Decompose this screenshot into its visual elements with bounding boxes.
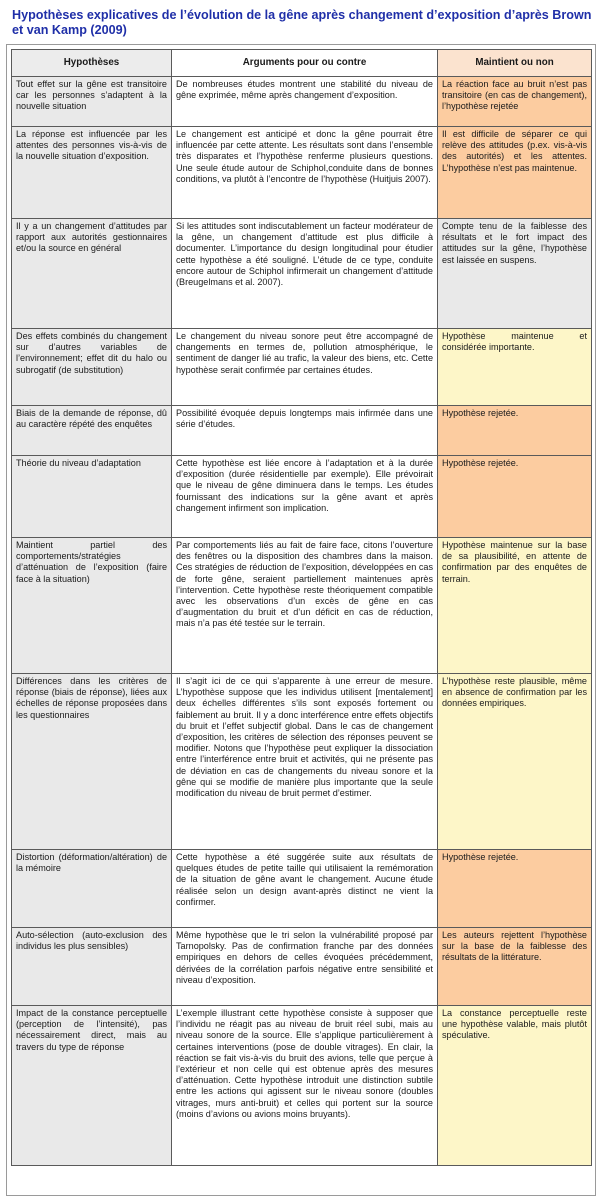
hypothesis-cell: Théorie du niveau d’adaptation [12, 456, 172, 538]
table-row [12, 77, 592, 127]
table-row [12, 127, 592, 219]
table-row [12, 1006, 592, 1166]
header-hypotheses: Hypothèses [12, 50, 172, 77]
table-header-row [12, 50, 592, 77]
status-cell: La constance perceptuelle reste une hypothèse valable, mais plutôt spéculative. [438, 1006, 592, 1166]
arguments-cell: Cette hypothèse a été suggérée suite aux résultats de quelques études de petite taille qui utilisaient la remémoration de la situation de gêne avant le changement. Aucune étude réalisée selon un design avant-après distinct ne vient la confirmer. [172, 850, 438, 928]
hypothesis-cell: Impact de la constance perceptuelle (perception de l’intensité), pas nécessairement direct, mais au travers du type de réponse [12, 1006, 172, 1166]
status-cell: Hypothèse rejetée. [438, 406, 592, 456]
arguments-cell: Cette hypothèse est liée encore à l’adaptation et à la durée d’exposition (durée résidentielle par exemple). Elle prévoirait que le niveau de gêne diminuera dans le temps. Les études fournissant des indications sur la gêne avant et après changement infirment son implication. [172, 456, 438, 538]
hypothesis-cell: La réponse est influencée par les attentes des personnes vis-à-vis de la nouvelle situation d’exposition. [12, 127, 172, 219]
status-cell: Hypothèse maintenue et considérée importante. [438, 329, 592, 406]
status-cell: La réaction face au bruit n’est pas transitoire (en cas de changement), l’hypothèse rejetée [438, 77, 592, 127]
hypothesis-cell: Distortion (déformation/altération) de la mémoire [12, 850, 172, 928]
arguments-cell: De nombreuses études montrent une stabilité du niveau de gêne exprimée, même après changement d’exposition. [172, 77, 438, 127]
table-row [12, 850, 592, 928]
hypothesis-cell: Tout effet sur la gêne est transitoire car les personnes s’adaptent à la nouvelle situation [12, 77, 172, 127]
status-cell: Hypothèse rejetée. [438, 456, 592, 538]
hypothesis-cell: Biais de la demande de réponse, dû au caractère répété des enquêtes [12, 406, 172, 456]
table-row [12, 456, 592, 538]
hypotheses-table [11, 49, 592, 1166]
header-arguments: Arguments pour ou contre [172, 50, 438, 77]
table-row [12, 329, 592, 406]
status-cell: Compte tenu de la faiblesse des résultats et le fort impact des attitudes sur la gêne, l’hypothèse est laissée en suspens. [438, 219, 592, 329]
table-row [12, 219, 592, 329]
table-row [12, 674, 592, 850]
status-cell: Hypothèse rejetée. [438, 850, 592, 928]
status-cell: Les auteurs rejettent l’hypothèse sur la base de la faiblesse des résultats de la littérature. [438, 928, 592, 1006]
arguments-cell: Il s’agit ici de ce qui s’apparente à une erreur de mesure. L’hypothèse suppose que les individus utilisent [mentalement] deux échelles différentes s’ils sont exposés fortement ou faiblement au bruit. Il y a donc interférence entre effets objectifs du bruit et l’effet subjectif global. Dans le cas de changement d’exposition, les critères de sélection des réponses peuvent se modifier. Notons que l’hypothèse peut expliquer la dissociation entre l’interférence entre bruit et activités, qui ne présente pas de déviation en cas de changements du niveau sonore et la gêne qui se modifie de manière plus importante que la seule modification du niveau de bruit permet d’estimer. [172, 674, 438, 850]
arguments-cell: Le changement du niveau sonore peut être accompagné de changements en termes de, pollution atmosphérique, le sentiment de danger lié au trafic, la valeur des biens, etc. Cette hypothèse serait confirmée par certaines études. [172, 329, 438, 406]
arguments-cell: Même hypothèse que le tri selon la vulnérabilité proposé par Tarnopolsky. Pas de confirmation franche par des données empiriques en dehors de celles évoquées précédemment, dérivées de la corrélation parfois négative entre sensibilité et niveau d’exposition. [172, 928, 438, 1006]
arguments-cell: L’exemple illustrant cette hypothèse consiste à supposer que l’individu ne réagit pas au niveau de bruit réel subi, mais au niveau sonore de la source. Elle s’applique particulièrement à certaines interventions (pose de double vitrages). En clair, la réaction se fait vis-à-vis du bruit des avions, telle que perçue à l’extérieur et non celle qui est obtenue après des mesures d’atténuation. Cette hypothèse introduit une distinction subtile entre les actions qui agissent sur le niveau sonore (doubles vitrages, murs anti-bruit) et celles qui portent sur la source (moins d’avions ou avions moins bruyants). [172, 1006, 438, 1166]
hypothesis-cell: Maintient partiel des comportements/stratégies d’atténuation de l’exposition (faire face à la situation) [12, 538, 172, 674]
hypothesis-cell: Il y a un changement d’attitudes par rapport aux autorités gestionnaires et/ou la source en général [12, 219, 172, 329]
page-title: Hypothèses explicatives de l’évolution de la gêne après changement d’exposition d’après Brown et van Kamp (2009) [12, 8, 592, 37]
hypothesis-cell: Auto-sélection (auto-exclusion des individus les plus sensibles) [12, 928, 172, 1006]
table-row [12, 538, 592, 674]
table-frame [6, 44, 596, 1196]
header-status: Maintient ou non [438, 50, 592, 77]
hypothesis-cell: Différences dans les critères de réponse (biais de réponse), liées aux échelles de réponse proposées dans les questionnaires [12, 674, 172, 850]
arguments-cell: Possibilité évoquée depuis longtemps mais infirmée dans une série d’études. [172, 406, 438, 456]
arguments-cell: Si les attitudes sont indiscutablement un facteur modérateur de la gêne, un changement d’attitude est plus difficile à documenter. L’importance du design longitudinal pour étudier cette hypothèse a été souligné. L’étude de ce type, conduite encore autour de Schiphol infirmerait un changement d’attitude (Breugelmans et al. 2007). [172, 219, 438, 329]
status-cell: L’hypothèse reste plausible, même en absence de confirmation par les données empiriques. [438, 674, 592, 850]
arguments-cell: Par comportements liés au fait de faire face, citons l’ouverture des fenêtres ou la disposition des chambres dans la maison. Ces stratégies de réduction de l’exposition, développées en cas de forte gêne, seraient partiellement maintenues après l’intervention. Cette hypothèse reste théoriquement compatible avec les observations d’un excès de gêne en cas d’augmentation du bruit et d’un déficit en cas de réduction, mais n’a pas été testée sur le terrain. [172, 538, 438, 674]
table-row [12, 406, 592, 456]
hypothesis-cell: Des effets combinés du changement sur d’autres variables de l’environnement; effet dit du halo ou subrogatif (de substitution) [12, 329, 172, 406]
arguments-cell: Le changement est anticipé et donc la gêne pourrait être influencée par cette attente. Les résultats sont dans l’ensemble très disparates et l’hypothèse renferme plusieurs questions. Une seule étude autour de Schiphol,conduite dans de bonnes conditions, va plutôt à l’encontre de l’hypothèse (Huitjuis 2007). [172, 127, 438, 219]
status-cell: Il est difficile de séparer ce qui relève des attitudes (p.ex. vis-à-vis des autorités) et les attentes. L’hypothèse n’est pas maintenue. [438, 127, 592, 219]
table-row [12, 928, 592, 1006]
status-cell: Hypothèse maintenue sur la base de sa plausibilité, en attente de confirmation par des enquêtes de terrain. [438, 538, 592, 674]
